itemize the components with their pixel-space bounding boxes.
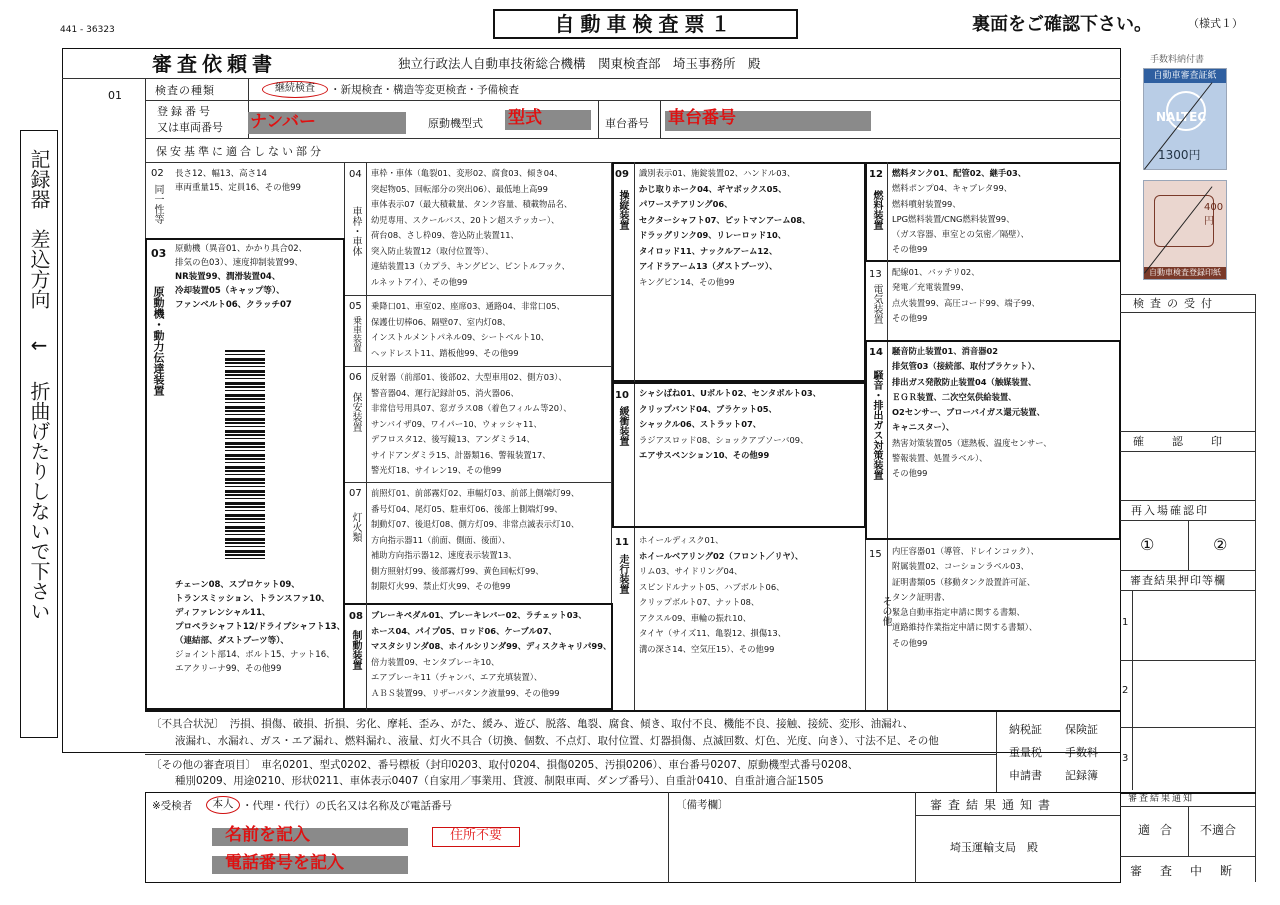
other-items-box	[145, 754, 997, 792]
sec14-items	[892, 344, 1052, 482]
engine-type-label: 原動機型式	[428, 117, 483, 130]
sec07-item: 方向指示器11（前面、側面、後面）、	[371, 534, 511, 545]
sec03-item: ジョイント部14、ボルト15、ナット16、	[175, 650, 335, 660]
sec04-item: ルネットアイ）、その他99	[371, 276, 468, 287]
sec03-item: トランスミッション、トランスファ10、	[175, 594, 330, 604]
stamp1-mark: NALTEC	[1156, 110, 1207, 124]
sec13-code: 13	[869, 269, 882, 280]
sec10-item: シャシばね01、Uボルト02、センタボルト03、	[639, 388, 821, 398]
sec03-item: プロペラシャフト12/ドライブシャフト13、	[175, 622, 346, 632]
sec14-item: その他99	[892, 468, 928, 479]
sec09-item: ドラッグリンク09、リレーロッド10、	[639, 230, 787, 240]
reception-label: 検査の受付	[1133, 297, 1218, 310]
request-title: 審査依頼書	[152, 52, 277, 76]
sec15-item: 内圧容器01（導管、ドレインコック）、	[892, 546, 1039, 556]
inspection-type-selected[interactable]	[262, 81, 328, 98]
sec13-item: 発電／充電装置99、	[892, 282, 969, 293]
reg-label-2: 又は車両番号	[157, 121, 223, 134]
sec04-item: 荷台08、さし枠09、巻込防止装置11、	[371, 230, 519, 240]
sec14-item: 警報装置、処置ラベル）、	[892, 453, 988, 464]
sec03-item: 排気の色03）、速度抑制装置99、	[175, 258, 303, 268]
recorder-notice-box	[20, 130, 58, 738]
sec14-item: O2センサー、ブローバイガス還元装置、	[892, 407, 1045, 418]
sec06-item: 反射器（前部01、後部02、大型車用02、側方03）、	[371, 372, 567, 382]
sec12-item: 燃料噴射装置99、	[892, 198, 961, 209]
sec11-item: ホイールベアリング02（フロント／リヤ）、	[639, 550, 804, 561]
applicant-phone-value[interactable]: 電話番号を記入	[225, 853, 344, 873]
reentry-circle-1: ①	[1140, 535, 1155, 554]
sec15-items	[892, 544, 1039, 651]
sec03-item: NR装置99、潤滑装置04、	[175, 272, 281, 282]
result-row-2: 2	[1122, 685, 1129, 696]
sec10-code: 10	[615, 390, 629, 401]
result-fail[interactable]: 不適合	[1200, 823, 1237, 837]
sec10-item: ラジアスロッド08、ショックアブソーバ09、	[639, 434, 809, 445]
sec12-item: （ガス容器、車室との気密／隔壁）、	[892, 229, 1029, 240]
result-row-3: 3	[1122, 753, 1129, 764]
other-items-line-2: 種別0209、用途0210、形状0211、車体表示0407（自家用／事業用、貸渡、制限車両、ダンプ番号）、自重計0410、自重計適合証1505	[175, 775, 824, 787]
sec12-item: その他99	[892, 244, 928, 255]
sec04-item: 車体表示07（最大積載量、タンク容量、積載物品名、	[371, 199, 573, 209]
sec14-item: 騒音防止装置01、消音器02	[892, 346, 999, 356]
sec15-code: 15	[869, 549, 882, 560]
sec09-item: キングピン14、その他99	[639, 276, 735, 287]
sec14-item: 排気管03（接続部、取付ブラケット）、	[892, 361, 1041, 372]
sec10-label: 緩衝装置	[617, 406, 628, 446]
nonconform-title: 保安基準に適合しない部分	[156, 145, 324, 158]
stamp1-top: 自動車審査証紙	[1144, 69, 1226, 83]
applicant-selected[interactable]	[206, 796, 240, 814]
defects-box	[145, 712, 997, 754]
sec03-item: 原動機（異音01、かかり具合02、	[175, 244, 308, 254]
sec07-item: 前照灯01、前部霧灯02、車幅灯03、前部上側端灯99、	[371, 488, 580, 498]
sec09-item: タイロッド11、ナックルアーム12、	[639, 245, 778, 256]
sec15-item: 道路維持作業指定申請に関する書類）、	[892, 622, 1038, 633]
sec05-label: 乗車装置	[351, 316, 361, 352]
inspection-type-label: 検査の種類	[155, 84, 215, 97]
inspection-stamp	[1143, 68, 1227, 170]
sec12-item: 燃料ポンプ04、キャブレタ99、	[892, 183, 1013, 194]
sec02-item: 車両重量15、定員16、その他99	[175, 183, 301, 193]
sec06-label: 保安装置	[350, 392, 361, 432]
sec11-item: ホイールディスク01、	[639, 535, 724, 545]
barcode	[225, 350, 265, 560]
inspection-type-options: ・新規検査・構造等変更検査・予備検査	[330, 84, 519, 96]
fee-stamp-label: 手数料納付書	[1150, 55, 1205, 65]
sec11-item: 溝の深さ14、空気圧15）、その他99	[639, 643, 775, 654]
fee-application: 申請書	[1009, 769, 1042, 782]
sec11-item: タイヤ（サイズ11、亀裂12、損傷13、	[639, 628, 786, 638]
sec07-item: 制限灯火99、禁止灯火99、その他99	[371, 581, 511, 591]
sec13-items	[892, 265, 1040, 326]
form-title-box	[493, 9, 798, 39]
sec10-items	[639, 386, 821, 464]
sec02-item: 長さ12、幅13、高さ14	[175, 169, 267, 179]
sec05-item: インストルメントパネル09、シートベルト10、	[371, 332, 550, 342]
sec08-item: 倍力装置09、センタブレーキ10、	[371, 656, 500, 667]
sec13-item: 点火装置99、高圧コード99、端子99、	[892, 297, 1040, 308]
sec07-items	[371, 486, 579, 595]
sec07-item: 番号灯04、尾灯05、駐車灯06、後部上側端灯99、	[371, 503, 563, 514]
sec12-item: 燃料タンク01、配管02、継手03、	[892, 168, 1027, 178]
sec11-item: アクスル09、車輪の振れ10、	[639, 612, 752, 623]
revenue-stamp	[1143, 180, 1227, 280]
sec09-item: セクターシャフト07、ピットマンアーム08、	[639, 214, 811, 225]
sec13-item: 配線01、バッテリ02、	[892, 267, 980, 277]
addressee: 独立行政法人自動車技術総合機構 関東検査部 埼玉事務所 殿	[398, 56, 761, 71]
sec04-item: 突入防止装置12（取付位置等）、	[371, 245, 494, 256]
reg-number-value[interactable]: ナンバー	[250, 112, 316, 132]
result-suspend[interactable]: 審査中断	[1130, 864, 1251, 878]
sec03-item: （連結部、ダストブーツ等）、	[175, 636, 289, 646]
sec09-item: パワーステアリング06、	[639, 199, 733, 209]
address-note-box	[432, 827, 520, 847]
fee-record: 記録簿	[1065, 769, 1098, 782]
fee-taxcert: 納税証	[1009, 723, 1042, 736]
sec08-item: マスタシリンダ08、ホイルシリンダ99、ディスクキャリパ99、	[371, 641, 612, 651]
result-notice-title: 審査結果通知書	[930, 798, 1057, 812]
sec04-item: 幼児専用、スクールバス、20トン超ステッカー）、	[371, 214, 560, 225]
fee-charge: 手数料	[1065, 746, 1098, 759]
reg-label-1: 登録番号	[157, 105, 213, 118]
sec03-item: ファンベルト06、クラッチ07	[175, 300, 292, 310]
style-number: （様式１）	[1188, 17, 1243, 30]
sec12-item: LPG燃料装置/CNG燃料装置99、	[892, 213, 1015, 224]
sec15-item: 緊急自動車指定申請に関する書類、	[892, 607, 1025, 618]
sec02-items	[175, 167, 301, 195]
sec08-code: 08	[349, 611, 363, 622]
sec15-item: その他99	[892, 637, 928, 648]
sec04-label: 車枠・車体	[350, 206, 361, 256]
sec09-item: アイドラアーム13（ダストブーツ）、	[639, 261, 778, 271]
sec13-item: その他99	[892, 312, 928, 323]
sec06-item: サンバイザ09、ワイパー10、ウォッシャ11、	[371, 418, 542, 429]
sec14-item: ＥＧＲ装置、二次空気供給装置、	[892, 391, 1017, 402]
sec14-item: 熱害対策装置05（遮熱板、温度センサー、	[892, 437, 1052, 448]
sec06-item: 警光灯18、サイレン19、その他99	[371, 465, 502, 475]
sec11-label: 走行装置	[617, 554, 628, 594]
sec06-item: 警音器04、運行記録計05、消火器06、	[371, 387, 519, 398]
other-items-line-1: 〔その他の審査項目〕 車名0201、型式0202、番号標板（封印0203、取付0204、損傷0205、汚損0206）、車台番号0207、原動機型式番号0208、	[151, 759, 859, 771]
fee-weighttax: 重量税	[1009, 746, 1042, 759]
result-row-1: 1	[1122, 617, 1129, 628]
applicant-name-value[interactable]: 名前を記入	[225, 825, 310, 845]
sec04-item: 連結装置13（カプラ、キングピン、ピントルフック、	[371, 261, 570, 271]
defects-line-2: 液漏れ、水漏れ、ガス・エア漏れ、燃料漏れ、液量、灯火不具合（切換、個数、不点灯、取付位置、灯器損傷、点滅回数、灯色、光度、向き）、寸法不足、その他	[175, 735, 939, 747]
sec02-label: 同一性等	[152, 184, 163, 224]
chassis-number-value[interactable]: 車台番号	[668, 108, 736, 128]
sec09-code: 09	[615, 169, 629, 180]
sec07-item: 補助方向指示器12、速度表示装置13、	[371, 550, 517, 560]
sec06-code: 06	[349, 372, 362, 383]
sec10-item: クリップバンド04、ブラケット05、	[639, 403, 777, 414]
sec03-bottom-items	[175, 578, 345, 676]
sec15-item: タンク証明書、	[892, 591, 950, 602]
sec11-items	[639, 533, 803, 657]
sec13-label: 電気装置	[871, 284, 882, 324]
applicant-options: ・代理・代行）の氏名又は名称及び電話番号	[242, 800, 452, 812]
sec08-items	[371, 608, 611, 701]
doc-number: 441 - 36323	[60, 25, 115, 35]
sec04-items	[371, 166, 572, 290]
applicant-selected-label: 本人	[212, 798, 234, 810]
sec07-item: 制動灯07、後退灯08、側方灯09、非常点滅表示灯10、	[371, 519, 580, 529]
confirm-label: 確認印	[1133, 435, 1250, 448]
sec06-items	[371, 370, 572, 479]
defects-line-1: 〔不具合状況〕 汚損、損傷、破損、折損、劣化、摩耗、歪み、がた、緩み、遊び、脱落、亀裂、腐食、傾き、取付不良、機能不良、接触、接続、変形、油漏れ、	[151, 718, 914, 730]
fees-box	[997, 712, 1121, 792]
sec15-label: その他	[880, 596, 891, 626]
recorder-insert-notice: 記録器 差込方向 ← 折曲げたりしないで下さい	[27, 149, 51, 621]
sec07-code: 07	[349, 488, 362, 499]
sec07-label: 灯火類	[350, 512, 361, 542]
sec06-item: 非常信号用具07、窓ガラス08（着色フィルム等20）、	[371, 403, 572, 413]
reentry-label: 再入場確認印	[1131, 504, 1209, 517]
sec11-item: リム03、サイドリング04、	[639, 566, 743, 576]
row-code: 01	[108, 89, 122, 102]
sec07-item: 側方照射灯99、後部霧灯99、黄色回転灯99、	[371, 565, 544, 576]
sec05-item: 保護仕切棒06、隔壁07、室内灯08、	[371, 316, 511, 327]
stamp1-value: 1300円	[1158, 148, 1201, 162]
sec14-item: 排出ガス発散防止装置04（触媒装置、	[892, 376, 1037, 387]
sec03-label: 原動機・動力伝達装置	[152, 286, 165, 396]
sec15-item: 証明書類05（移動タンク設置許可証、	[892, 576, 1036, 587]
sec11-code: 11	[615, 537, 629, 548]
sec03-item: ディファレンシャル11、	[175, 608, 271, 618]
sec08-item: ブレーキペダル01、ブレーキレバー02、ラチェット03、	[371, 610, 587, 620]
sec06-item: サイドアンダミラ15、計器類16、警報装置17、	[371, 449, 551, 460]
sec03-code: 03	[151, 247, 167, 260]
sec11-item: スピンドルナット05、ハブボルト06、	[639, 581, 785, 592]
result-notice-small: 審査結果通知	[1128, 794, 1195, 804]
reentry-circle-2: ②	[1213, 535, 1228, 554]
sec06-item: デフロスタ12、後写鏡13、アンダミラ14、	[371, 434, 535, 444]
sec12-items	[892, 166, 1029, 258]
sec03-top-items	[175, 242, 307, 312]
engine-type-value[interactable]: 型式	[508, 108, 542, 128]
sec09-label: 操縦装置	[617, 190, 628, 230]
stamp2-bottom: 自動車検査登録印紙	[1144, 267, 1226, 279]
sec10-item: エアサスペンション10、その他99	[639, 450, 770, 460]
applicant-prefix: ※受検者	[152, 800, 193, 812]
sec08-item: エアブレーキ11（チャンバ、エア充填装置）、	[371, 672, 543, 682]
remarks-label: 〔備考欄〕	[676, 799, 729, 811]
sec15-item: 附属装置02、コーションラベル03、	[892, 561, 1029, 572]
sec14-label: 騒音・排出ガス対策装置	[871, 370, 882, 480]
sec14-code: 14	[869, 347, 883, 358]
address-note: 住所不要	[449, 828, 502, 843]
sec02-code: 02	[151, 168, 164, 179]
back-side-notice: 裏面をご確認下さい。	[972, 14, 1152, 35]
sec08-item: ホース04、パイプ05、ロッド06、ケーブル07、	[371, 625, 557, 636]
sec11-item: クリップボルト07、ナット08、	[639, 597, 760, 607]
form-title: 自動車検査票１	[554, 12, 737, 36]
sec05-item: 乗降口01、車室02、座席03、通路04、非常口05、	[371, 301, 565, 311]
sec12-label: 燃料装置	[871, 190, 882, 230]
chassis-number-label: 車台番号	[605, 117, 649, 130]
result-pass[interactable]: 適合	[1138, 823, 1183, 837]
fee-insurance: 保険証	[1065, 723, 1098, 736]
sec09-item: かじ取りホーク04、ギヤボックス05、	[639, 183, 787, 194]
stamp2-value: 400円	[1204, 202, 1224, 227]
sec09-item: 識別表示01、施錠装置02、ハンドル03、	[639, 168, 796, 178]
inspection-type-selected-label: 継続検査	[275, 83, 315, 94]
sec05-items	[371, 299, 565, 361]
result-stamp-label: 審査結果押印等欄	[1130, 574, 1226, 587]
sec05-item: ヘッドレスト11、踏板他99、その他99	[371, 347, 519, 358]
sec08-label: 制動装置	[350, 630, 361, 670]
sec12-code: 12	[869, 169, 883, 180]
sec05-code: 05	[349, 301, 362, 312]
sec08-item: ＡＢＳ装置99、リザーバタンク液量99、その他99	[371, 687, 560, 698]
sec03-item: 冷却装置05（キャップ等）、	[175, 286, 285, 296]
sec14-item: キャニスター）、	[892, 422, 955, 433]
result-notice-addressee: 埼玉運輸支局 殿	[950, 841, 1038, 854]
sec03-item: チェーン08、スプロケット09、	[175, 580, 300, 590]
sec10-item: シャックル06、ストラット07、	[639, 419, 762, 429]
sec04-item: 車枠・車体（亀裂01、変形02、腐食03、傾き04、	[371, 168, 563, 178]
sec03-item: エアクリーナ99、その他99	[175, 664, 282, 674]
sec09-items	[639, 166, 810, 290]
sec04-code: 04	[349, 169, 362, 180]
sec04-item: 突起物05、回転部分の突出06）、最低地上高99	[371, 183, 548, 194]
